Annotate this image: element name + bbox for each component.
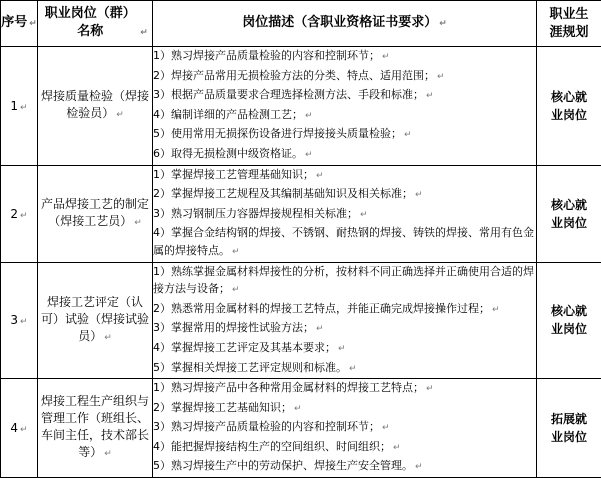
description-line: 1）熟练掌握金属材料焊接性的分析，按材料不同正确选择并正确使用合适的焊接方法与设备； ↵ bbox=[153, 263, 536, 300]
header-position: 职业岗位（群）名称 ↵ bbox=[38, 1, 153, 47]
career-plan: 核心就业岗位 bbox=[537, 262, 601, 379]
position-name: 焊接质量检验（焊接检验员） ↵ bbox=[38, 47, 153, 166]
table-row bbox=[1, 47, 601, 166]
career-plan: 核心就业岗位 bbox=[537, 47, 601, 166]
description-line: 1）熟习焊接产品质量检验的内容和控制环节； ↵ bbox=[153, 47, 536, 67]
description-line: 4）能把握焊接结构生产的空间组织、时间组织； ↵ bbox=[153, 438, 536, 458]
header-no: 序号 ↵ bbox=[1, 1, 38, 47]
description-line: 3）掌握常用的焊接性试验方法； ↵ bbox=[153, 319, 536, 339]
description-line: 1）熟习焊接产品中各种常用金属材料的焊接工艺特点； ↵ bbox=[153, 379, 536, 399]
description-line: 4）编制详细的产品检测工艺； ↵ bbox=[153, 106, 536, 126]
description-line: 4）掌握焊接工艺评定及其基本要求； ↵ bbox=[153, 339, 536, 359]
description-line: 3）熟习焊接产品质量检验的内容和控制环节； ↵ bbox=[153, 418, 536, 438]
description-line: 5）掌握相关焊接工艺评定规则和标准。 ↵ bbox=[153, 359, 536, 379]
description-line: 6）取得无损检测中级资格证。 ↵ bbox=[153, 145, 536, 165]
header-description: 岗位描述（含职业资格证书要求） ↵ bbox=[153, 1, 537, 47]
position-description bbox=[153, 379, 537, 478]
career-plan: 核心就业岗位 bbox=[537, 165, 601, 262]
description-line: 2）焊接产品常用无损检验方法的分类、特点、适用范围； ↵ bbox=[153, 67, 536, 87]
row-number: 2 ↵ bbox=[1, 165, 38, 262]
position-description bbox=[153, 47, 537, 166]
row-number: 4 ↵ bbox=[1, 379, 38, 478]
description-line: 3）熟习钢制压力容器焊接规程相关标准； ↵ bbox=[153, 205, 536, 225]
description-line: 2）熟悉常用金属材料的焊接工艺特点，并能正确完成焊接操作过程； ↵ bbox=[153, 300, 536, 320]
description-line: 2）掌握焊接工艺规程及其编制基础知识及相关标准； ↵ bbox=[153, 185, 536, 205]
table-header-row bbox=[1, 1, 601, 47]
row-number: 3 ↵ bbox=[1, 262, 38, 379]
table-row bbox=[1, 165, 601, 262]
description-line: 4）掌握合金结构钢的焊接、不锈钢、耐热钢的焊接、铸铁的焊接、常用有色金属的焊接特点。 ↵ bbox=[153, 224, 536, 261]
table-row bbox=[1, 379, 601, 478]
position-description bbox=[153, 165, 537, 262]
description-line: 5）使用常用无损探伤设备进行焊接接头质量检验； ↵ bbox=[153, 125, 536, 145]
description-line: 3）根据产品质量要求合理选择检测方法、手段和标准； ↵ bbox=[153, 86, 536, 106]
description-line: 1）掌握焊接工艺管理基础知识； ↵ bbox=[153, 166, 536, 186]
header-plan: 职业生涯规划 bbox=[537, 1, 601, 47]
position-name: 产品焊接工艺的制定（焊接工艺员） ↵ bbox=[38, 165, 153, 262]
career-plan: 拓展就业岗位 bbox=[537, 379, 601, 478]
position-description bbox=[153, 262, 537, 379]
row-number: 1 ↵ bbox=[1, 47, 38, 166]
position-name: 焊接工艺评定（认可）试验（焊接试验员） ↵ bbox=[38, 262, 153, 379]
description-line: 2）掌握焊接工艺基础知识； ↵ bbox=[153, 399, 536, 419]
table-row bbox=[1, 262, 601, 379]
position-name: 焊接工程生产组织与管理工作（班组长、车间主任，技术部长等） ↵ bbox=[38, 379, 153, 478]
description-line: 5）熟习焊接生产中的劳动保护、焊接生产安全管理。 ↵ bbox=[153, 457, 536, 477]
